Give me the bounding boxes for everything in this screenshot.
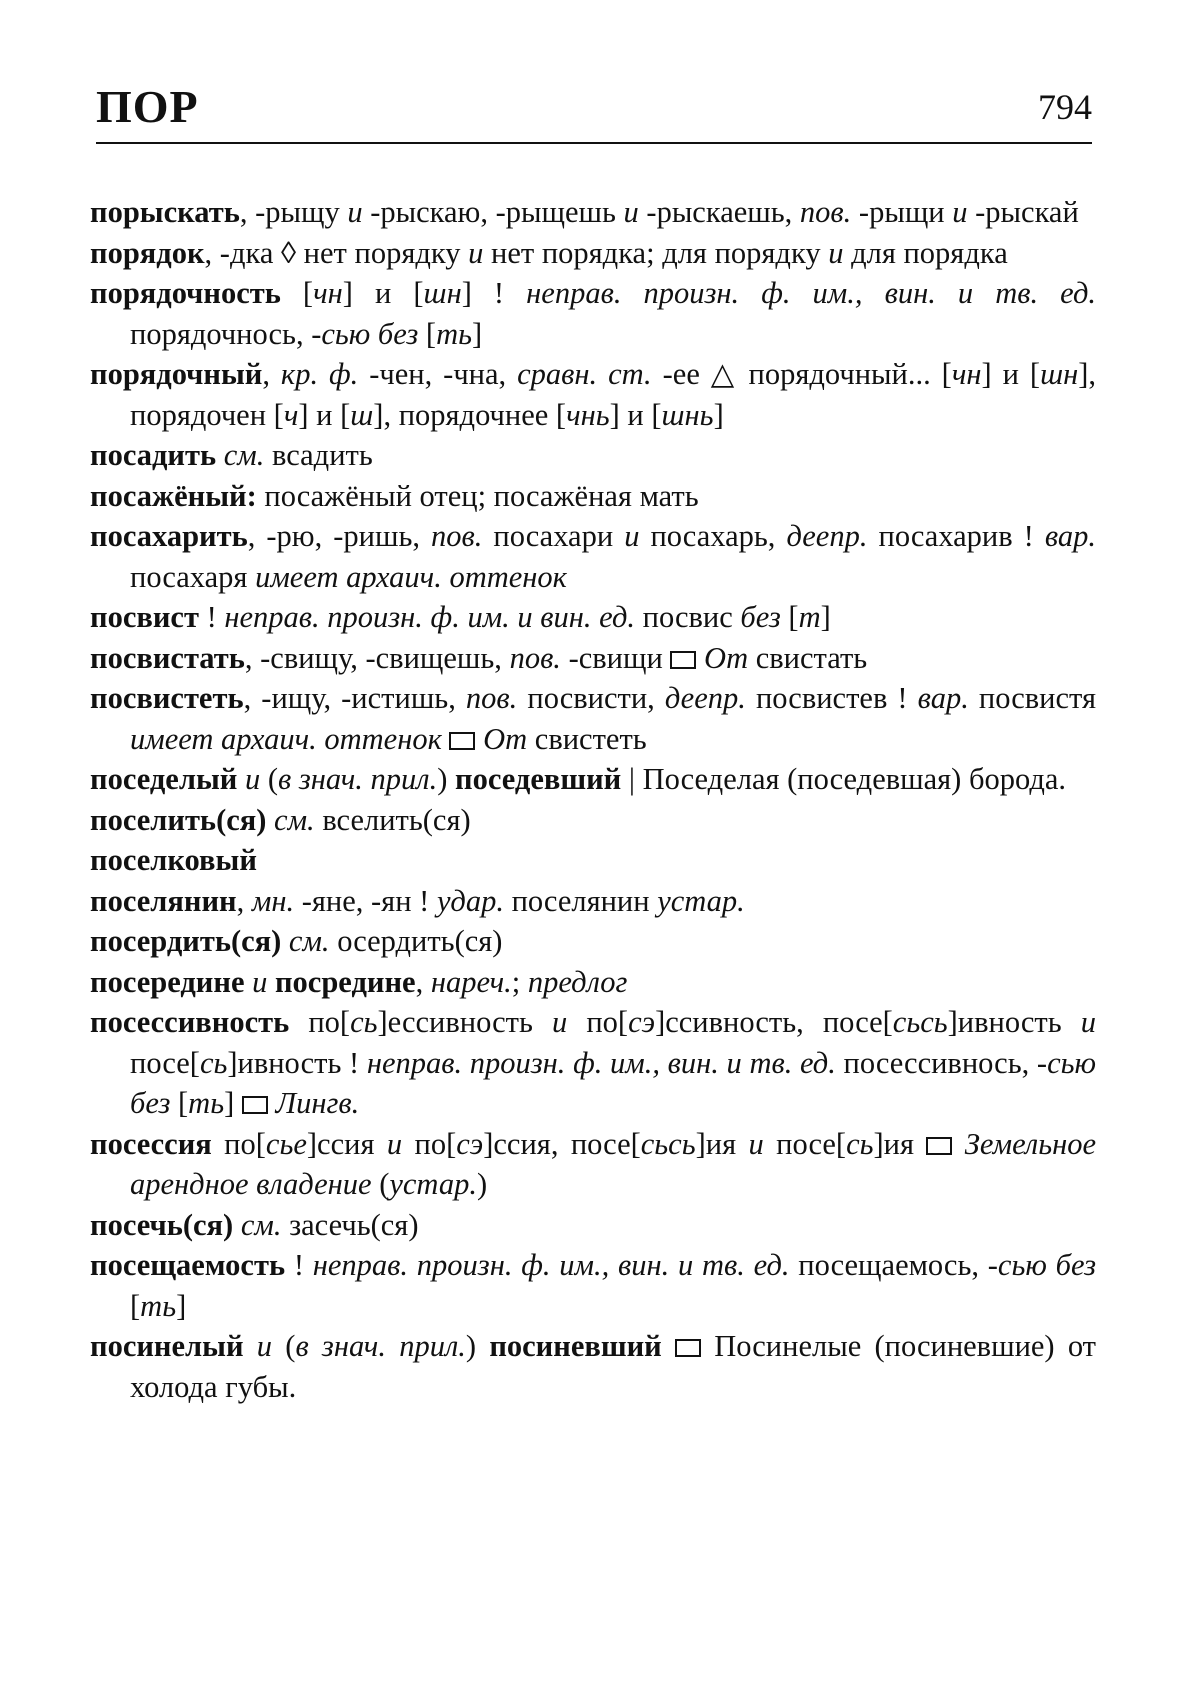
entry-text: ] ! [461, 276, 527, 310]
dictionary-entry [90, 759, 1096, 800]
entry-text: по[ [567, 1005, 629, 1039]
headword: порыскать [90, 195, 240, 229]
entry-text: , [236, 883, 252, 918]
headword: поседевший [455, 762, 622, 796]
entry-text: для порядка [843, 235, 1008, 270]
label-italic: чн [313, 276, 343, 310]
label-italic: пов. [431, 519, 483, 553]
entry-text [267, 965, 275, 999]
dictionary-entry [90, 921, 1096, 962]
entry-text: , -ищу, -истишь, [243, 681, 466, 715]
entry-text: ! [285, 1248, 313, 1282]
dictionary-entries [90, 192, 1096, 1407]
label-italic: и [952, 195, 968, 229]
entry-text: посвис [635, 600, 741, 634]
headword: посещаемость [90, 1248, 286, 1282]
entry-text: посвисти, [517, 681, 665, 715]
label-italic: сэ [456, 1126, 484, 1161]
headword: посинелый [90, 1329, 244, 1363]
entry-text: посажёный отец; посажёная мать [256, 478, 699, 513]
label-italic: имеет архаич. оттенок [130, 721, 442, 756]
entry-text: ] [713, 397, 724, 432]
entry-text: посахаря [130, 559, 256, 594]
label-italic: и [1080, 1005, 1096, 1039]
entry-text [662, 1329, 675, 1363]
label-italic: и [623, 195, 639, 229]
entry-text: ]ивность ! [227, 1045, 367, 1080]
label-italic: неправ. произн. ф. им. и вин. ед. [224, 600, 635, 634]
dictionary-entry [90, 273, 1096, 354]
entry-text: по[ [402, 1126, 457, 1161]
label-italic: и [624, 519, 640, 553]
entry-text: ] и [ [981, 357, 1041, 391]
label-italic: сь [846, 1126, 874, 1161]
page-header [96, 80, 1092, 144]
label-italic: -сью без [130, 1045, 1096, 1120]
label-italic: и [551, 1005, 568, 1039]
entry-text: [ [280, 276, 314, 310]
headword: посахарить [90, 519, 248, 553]
dictionary-entry [90, 678, 1096, 759]
label-italic: нареч. [430, 964, 512, 999]
label-italic: чн [951, 357, 982, 391]
label-italic: вар. [1044, 519, 1096, 553]
headword: посвистеть [90, 681, 244, 715]
label-italic: ш [350, 397, 374, 432]
entry-text: посахарь, [639, 519, 787, 553]
dictionary-entry [90, 192, 1096, 233]
label-italic: неправ. произн. ф. им., вин. и тв. ед. [366, 1045, 836, 1080]
label-italic: Земельное арендное владение [130, 1126, 1096, 1201]
page-number: 794 [1038, 87, 1092, 127]
entry-text: ( [272, 1329, 296, 1363]
label-italic: и [386, 1126, 403, 1161]
label-italic: и [828, 235, 844, 270]
entry-text: ( [371, 1167, 390, 1201]
headword: посвистать [90, 640, 245, 675]
label-italic: -сью без [987, 1248, 1096, 1282]
headword: посечь(ся) [90, 1207, 234, 1242]
dictionary-entry [90, 962, 1096, 1003]
entry-text: ) [476, 1167, 488, 1201]
entry-text: всадить [264, 438, 373, 472]
entry-text: [ [130, 1288, 141, 1323]
entry-text [237, 762, 245, 796]
label-italic: предлог [527, 964, 628, 999]
entry-text: ; [511, 964, 528, 999]
dictionary-entry [90, 354, 1096, 435]
label-italic: -сью без [311, 316, 419, 351]
entry-text: ] и [ [609, 397, 662, 432]
entry-text: поселянин [503, 883, 658, 918]
headword: поседелый [90, 762, 238, 796]
label-italic: удар. [436, 883, 504, 918]
label-italic: ть [188, 1086, 225, 1120]
label-italic: и [244, 762, 261, 796]
entry-text: посе[ [130, 1045, 200, 1080]
entry-text: [ [780, 600, 799, 634]
label-italic: мн. [251, 883, 295, 918]
entry-text: ] [471, 316, 483, 351]
label-italic: От [704, 640, 749, 675]
entry-text: свистать [748, 640, 868, 675]
entry-text [244, 1329, 257, 1363]
label-italic: чнь [566, 397, 610, 432]
entry-text: посещаемось, [789, 1248, 988, 1282]
label-italic: ть [140, 1288, 177, 1323]
dictionary-entry [90, 1002, 1096, 1124]
entry-text: -рыскаю, -рыщешь [362, 195, 624, 229]
headword: посредине [274, 964, 416, 999]
label-italic: сь [199, 1045, 228, 1080]
label-italic: сье [265, 1126, 307, 1161]
entry-text [216, 438, 224, 472]
entry-text: -рыскаешь, [638, 195, 800, 229]
label-italic: шн [1040, 357, 1079, 391]
label-italic: и [748, 1126, 764, 1161]
box-icon [449, 732, 475, 750]
label-italic: устар. [389, 1167, 477, 1201]
headword: посессивность [90, 1005, 290, 1039]
entry-text: , -рыщу [239, 195, 348, 229]
label-italic: т [798, 600, 821, 634]
entry-text: , -дка ◊ нет порядку [204, 235, 469, 270]
dictionary-entry [90, 233, 1096, 274]
label-italic: От [483, 721, 528, 756]
label-italic: см. [223, 438, 265, 472]
label-italic: сьсь [892, 1005, 948, 1039]
box-icon [926, 1137, 952, 1155]
entry-text: ] и [ [298, 397, 351, 432]
headword: посердить(ся) [90, 924, 282, 958]
label-italic: и [256, 1329, 273, 1363]
headword: порядочность [90, 276, 281, 310]
label-italic: см. [274, 802, 315, 837]
entry-text: ]ссия, посе[ [483, 1126, 641, 1161]
dictionary-entry [90, 1124, 1096, 1205]
entry-text: ]ия [873, 1126, 927, 1161]
entry-text [268, 1086, 276, 1120]
entry-text: ( [260, 762, 279, 796]
label-italic: без [740, 600, 781, 634]
headword: посадить [90, 438, 217, 472]
label-italic: шнь [661, 397, 714, 432]
entry-text: ], порядочен [ [130, 357, 1097, 432]
entry-text: -яне, -ян ! [294, 883, 437, 918]
entry-text: посвистев ! [745, 681, 918, 715]
label-italic: см. [288, 924, 330, 958]
entry-text: [ [418, 316, 437, 351]
entry-text: свистеть [527, 721, 647, 756]
entry-text: , [415, 964, 431, 999]
label-italic: ч [283, 397, 299, 432]
label-italic: деепр. [786, 519, 868, 553]
headword: порядочный [90, 357, 263, 391]
label-italic: и [347, 195, 363, 229]
entry-text: ! [198, 600, 225, 634]
label-italic: и [252, 964, 268, 999]
label-italic: сэ [628, 1005, 656, 1039]
entry-text: ]ия [695, 1126, 749, 1161]
label-italic: устар. [657, 883, 745, 918]
label-italic: сь [350, 1005, 378, 1039]
dictionary-entry [90, 516, 1096, 597]
entry-text: ]ссия [306, 1126, 387, 1161]
entry-text: ) [465, 1329, 490, 1363]
headword: поселянин [90, 883, 237, 918]
entry-text: , -свищу, -свищешь, [244, 640, 510, 675]
headword: посиневший [489, 1329, 662, 1363]
entry-text: нет порядка; для порядку [483, 235, 829, 270]
entry-text: засечь(ся) [281, 1207, 419, 1242]
entry-text: посахари [482, 519, 625, 553]
entry-text [281, 924, 289, 958]
dictionary-entry [90, 1245, 1096, 1326]
headword: поселить(ся) [90, 802, 267, 837]
entry-text: осердить(ся) [329, 924, 503, 958]
label-italic: в знач. прил. [278, 762, 438, 796]
entry-text: ) [437, 762, 456, 796]
entry-text: по[ [211, 1126, 266, 1161]
label-italic: шн [423, 276, 462, 310]
box-icon [242, 1096, 268, 1114]
entry-text [244, 965, 252, 999]
label-italic: в знач. прил. [295, 1329, 466, 1363]
headword: посвист [90, 600, 199, 634]
label-italic: сьсь [640, 1126, 696, 1161]
headword: посессия [90, 1126, 212, 1161]
dictionary-entry [90, 476, 1096, 517]
entry-text: [ [170, 1086, 189, 1120]
label-italic: и [468, 235, 484, 270]
dictionary-entry [90, 638, 1096, 679]
headword: посажёный: [90, 478, 257, 513]
entry-text: -ее △ порядочный... [ [651, 357, 952, 391]
label-italic: Лингв. [275, 1086, 360, 1120]
dictionary-entry [90, 597, 1096, 638]
entry-text: -рыскай [967, 195, 1079, 229]
entry-text: -рыщи [851, 195, 953, 229]
entry-text [266, 803, 274, 837]
entry-text: посе[ [763, 1126, 847, 1161]
entry-text: ]ессивность [377, 1005, 552, 1039]
entry-text: порядочнось, [130, 316, 312, 351]
entry-text [233, 1208, 241, 1242]
entry-text: ] [820, 600, 831, 634]
dictionary-entry [90, 1205, 1096, 1246]
entry-text: посахарив ! [867, 519, 1045, 553]
label-italic: вар. [917, 681, 969, 715]
entry-text: ] [224, 1086, 242, 1120]
entry-text [475, 722, 483, 756]
entry-text: -чен, -чна, [358, 357, 518, 391]
entry-text: ] [176, 1288, 187, 1323]
entry-text: , [262, 357, 281, 391]
label-italic: см. [240, 1207, 282, 1242]
running-head: ПОР [96, 81, 199, 132]
dictionary-entry [90, 840, 1096, 881]
entry-text: ]ивность [947, 1005, 1081, 1039]
label-italic: пов. [509, 640, 561, 675]
label-italic: неправ. произн. ф. им., вин. и тв. ед. [526, 276, 1096, 310]
entry-text: вселить(ся) [314, 802, 471, 837]
box-icon [675, 1339, 701, 1357]
label-italic: неправ. произн. ф. им., вин. и тв. ед. [312, 1248, 790, 1282]
entry-text: по[ [289, 1005, 351, 1039]
box-icon [670, 651, 696, 669]
entry-text: ] и [ [342, 276, 424, 310]
headword: посередине [90, 964, 245, 999]
entry-text: посессивнось, [835, 1045, 1037, 1080]
dictionary-entry [90, 435, 1096, 476]
entry-text: посвистя [968, 681, 1096, 715]
label-italic: кр. ф. [280, 357, 359, 391]
label-italic: имеет архаич. оттенок [255, 559, 567, 594]
label-italic: деепр. [664, 681, 746, 715]
label-italic: пов. [799, 195, 852, 229]
entry-text: ], порядочнее [ [373, 397, 567, 432]
entry-text: Посинелые (посиневшие) от холода губы. [130, 1329, 1097, 1404]
label-italic: ть [436, 316, 472, 351]
entry-text [952, 1127, 964, 1161]
headword: поселковый [90, 843, 257, 877]
headword: порядок [90, 235, 205, 270]
entry-text: | Поседелая (поседевшая) борода. [621, 762, 1067, 796]
dictionary-entry [90, 881, 1096, 922]
entry-text: -свищи [560, 640, 671, 675]
entry-text: , -рю, -ришь, [247, 519, 432, 553]
label-italic: сравн. ст. [517, 357, 652, 391]
entry-text: ]ссивность, посе[ [655, 1005, 893, 1039]
dictionary-entry [90, 800, 1096, 841]
entry-text [696, 641, 704, 675]
entry-text [442, 722, 450, 756]
dictionary-entry [90, 1326, 1096, 1407]
label-italic: пов. [465, 681, 518, 715]
